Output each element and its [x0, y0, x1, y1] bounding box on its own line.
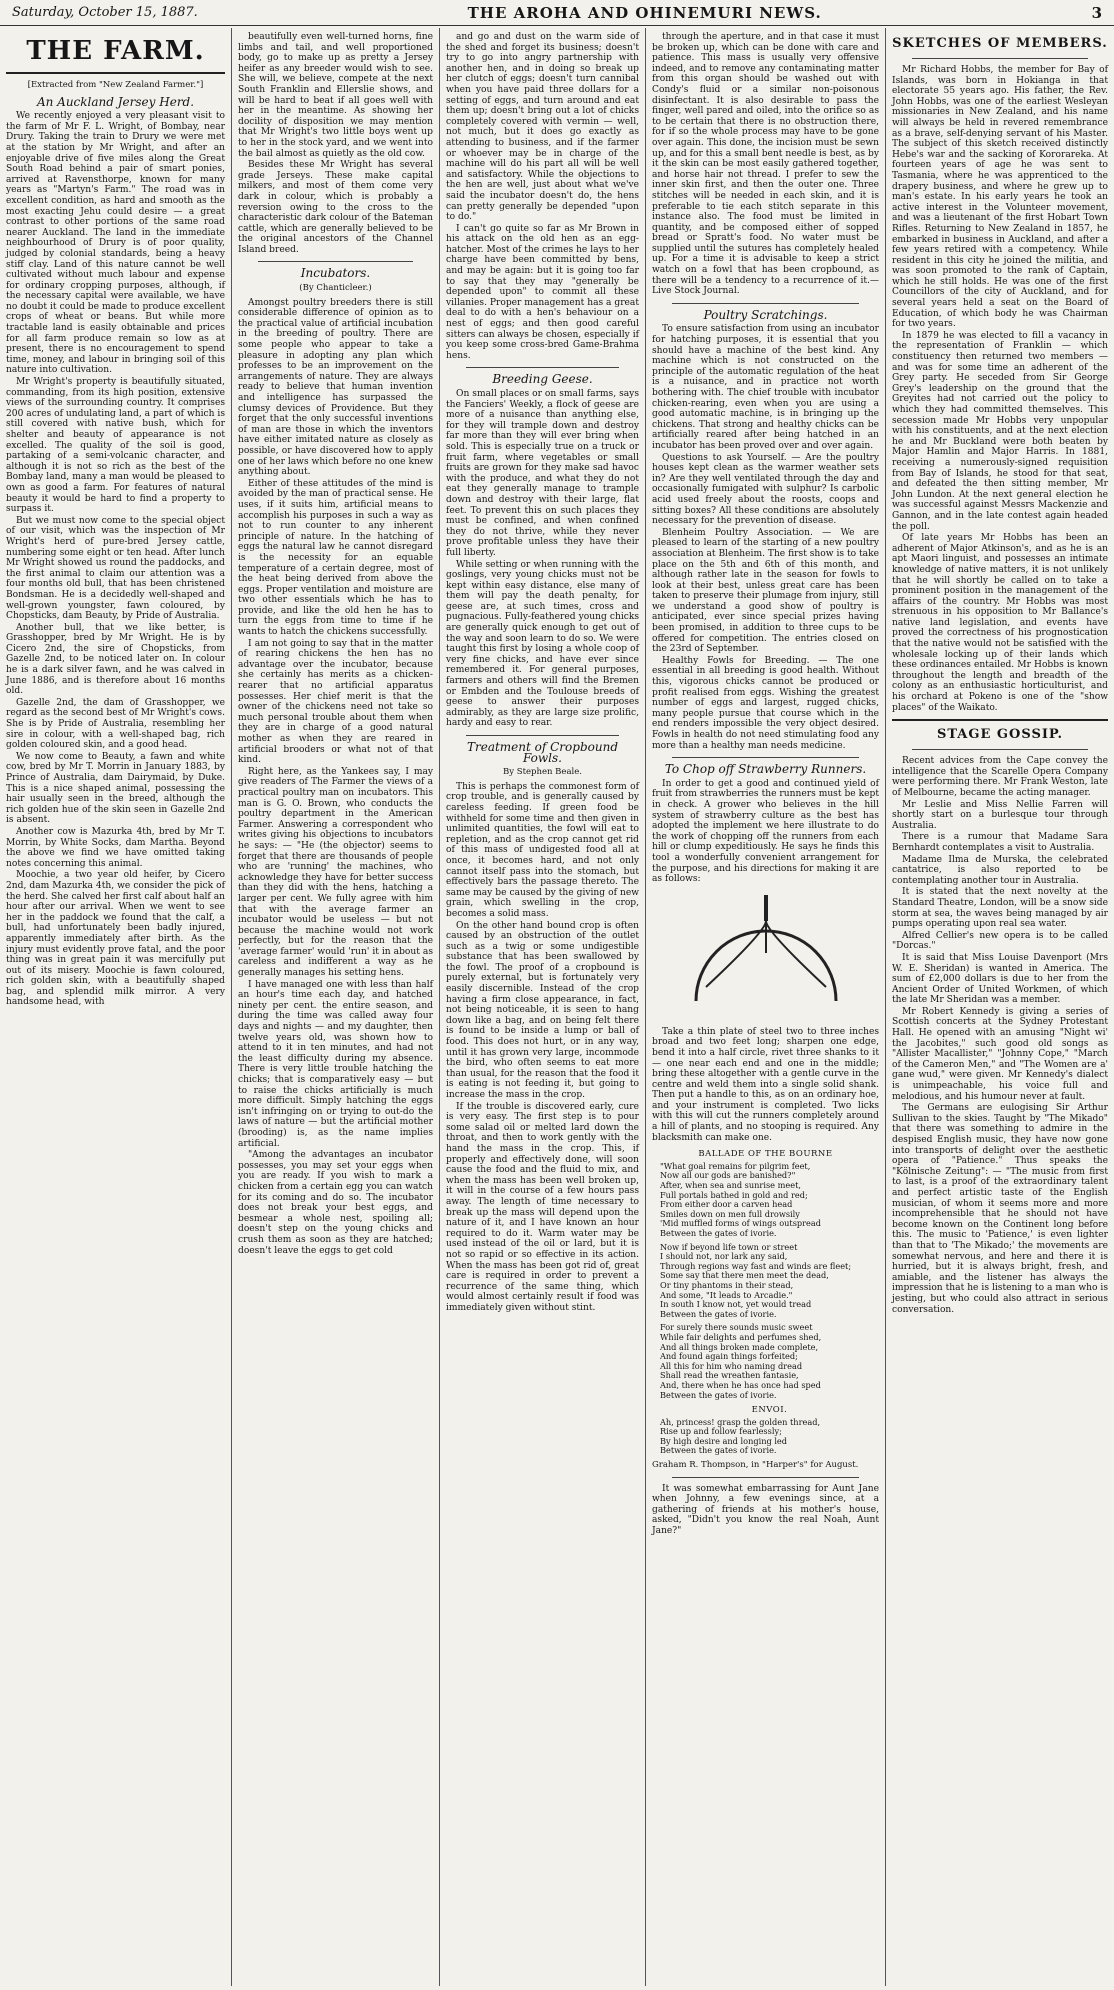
poem-line: Shall read the wreathen fantasie, — [660, 1370, 799, 1381]
paragraph: Besides these Mr Wright has several grade Jerseys. These make capital milkers, and most of them come very dark in colour, which is probably a reversion owing to the cross to the characteristic dark colour of the Bateman cattle, which are generally believed to be the original ancestors of the Channel Island breed. — [238, 160, 433, 255]
column-5 — [886, 28, 1114, 1986]
column-3 — [440, 28, 646, 1986]
paragraph: This is perhaps the commonest form of crop trouble, and is generally caused by careless feeding. If green food be withheld for some time and then given in unlimited quantities, the fowl will eat to repletion, and as the crop cannot get rid of this mass of undigested food all at once, it becomes hard, and not only cannot itself pass into the stomach, but effectively bars the passage thereto. The same may be caused by the giving of new grain, which swelling in the crop, becomes a solid mass. — [446, 781, 639, 919]
poem-line: All this for him who naming dread — [660, 1360, 803, 1371]
article-title: Breeding Geese. — [492, 372, 593, 387]
article-body — [6, 111, 225, 1008]
poem-line: And, there when he has once had sped — [660, 1379, 821, 1390]
paragraph: Recent advices from the Cape convey the intelligence that the Scarelle Opera Company were performing there. Mr Frank Weston, late of Melbourne, became the acting manager. — [892, 756, 1108, 798]
paragraph: The Germans are eulogising Sir Arthur Sullivan to the skies. Taught by "The Mikado" that there was something to admire in the despised English music, they have now gone into transports of delight over the aesthetic opera of "Patience." Thus speaks the "Kölnische Zeitung": — "The music from first to last, is a proof of the extraordinary talent and perfect artistic taste of the English musician, of whom it seems more and more incomprehensible that he should not have become known on the Continent long before this. The music to 'Patience,' is even lighter than that to 'The Mikado;' the movements are somewhat nervous, and here and there it is hurried, but it is always bright, fresh, and amiable, and the listener has always the impression that he is listening to a man who is jesting, but who could also attract in serious conversation. — [892, 1103, 1108, 1315]
paragraph: Moochie, a two year old heifer, by Cicero 2nd, dam Mazurka 4th, we consider the pick of the herd. She calved her first calf about half an hour after our arrival. When we went to see her in the paddock we found that the calf, a bull, had unfortunately been badly injured, apparently immediately after birth. As the injury must evidently prove fatal, and the poor thing was in great pain it was mercifully put out of its misery. Moochie is fawn coloured, rich golden skin, with a beautifully shaped bag, and splendid milk mirror. A very handsome head, with — [6, 870, 225, 1008]
runner-cutter-illustration — [652, 891, 879, 1021]
article-title: To Chop off Strawberry Runners. — [664, 762, 867, 777]
paragraph: Madame Ilma de Murska, the celebrated cantatrice, is also reported to be contemplating another tour in Australia. — [892, 854, 1108, 886]
paragraph: through the aperture, and in that case it must be broken up, which can be done with care and patience. This mass is usually very offensive indeed, and to remove any contaminating matter from this organ should be washed out with Condy's fluid or a similar non-poisonous disinfectant. It is also desirable to pass the finger, well pared and oiled, into the orifice so as to be certain that there is no obstruction there, for if so the whole process may have to be gone over again. This done, the incision must be sewn up, and for this a small bent needle is best, as by it the skin can be most easily gathered together, and horse hair not thread. I prefer to sew the inner skin first, and then the outer one. Three stitches will be needed in each skin, and it is preferable to tie each stitch separate in this instance also. The food must be limited in quantity, and be composed either of sopped bread or Spratt's food. No water must be supplied until the sutures has completely healed up. For a time it is advisable to keep a strict watch on a fowl that has been cropbound, as there will be a tendency to a recurrence of it.— Live Stock Journal. — [652, 32, 879, 297]
paragraph: On small places or on small farms, says the Fanciers' Weekly, a flock of geese are more of a nuisance than anything else, for they will trample down and destroy far more than they will ever bring when sold. This is especially true on a truck or fruit farm, where vegetables or small fruits are grown for they make sad havoc with the produce, and what they do not eat they generally manage to trample down and destroy with their large, flat feet. To prevent this on such places they must be confined, and when confined they do not thrive, while they never prove profitable unless they have their full liberty. — [446, 389, 639, 558]
poem-line: Ah, princess! grasp the golden thread, — [660, 1416, 821, 1427]
poem-line: Smiles down on men full drowsily — [660, 1208, 800, 1219]
paragraph: Take a thin plate of steel two to three inches broad and two feet long; sharpen one edge, bend it into a half circle, rivet three shanks to it — one near each end and one in the middle; bring these altogether with a gentle curve in the centre and weld them into a single solid shank. Then put a handle to this, as on an ordinary hoe, and your instrument is completed. Two licks with this will cut the runners completely around a hill of plants, and no stooping is required. Any blacksmith can make one. — [652, 1026, 879, 1143]
paragraph: We recently enjoyed a very pleasant visit to the farm of Mr F. L. Wright, of Bombay, near Drury. Taking the train to Drury we were met at the station by Mr Wright, and after an enjoyable drive of five miles along the Great South Road behind a pair of smart ponies, arrived at Ravensthorpe, known for many years as "Martyn's Farm." The road was in excellent condition, as hard and smooth as the most exacting Jehu could desire — a great contrast to other portions of the same road nearer Auckland. The land in the immediate neighbourhood of Drury is of poor quality, judged by colonial standards, being a heavy stiff clay. Land of this nature cannot be well cultivated without much labour and expense for ordinary cropping purposes, although, if the necessary capital were available, we have no doubt it could be made to produce excellent crops of wheat or beans. But while more tractable land is easily obtainable and prices for all farm produce remain so low as at present, there is no encouragement to spend time, money, and labour in bringing soil of this nature into cultivation. — [6, 111, 225, 376]
byline: By Stephen Beale. — [503, 767, 582, 778]
article-title: Poultry Scratchings. — [703, 307, 828, 322]
paragraph: On the other hand bound crop is often caused by an obstruction of the outlet such as a twig or some undigestible substance that has been swallowed by the fowl. The proof of a cropbound is purely external, but is fortunately very easily discernible. Instead of the crop having a firm close appearance, in fact, not being noticeable, it is seen to hang down like a bag, and on being felt there is found to be inside a lump or ball of food. This does not hurt, or in any way, until it has grown very large, incommode the bird, who often seems to eat more than usual, for the reason that the food it is eating is not feeding it, but going to increase the mass in the crop. — [446, 920, 639, 1100]
poem-title: BALLADE OF THE BOURNE — [698, 1149, 833, 1160]
poem-line: While fair delights and perfumes shed, — [660, 1331, 822, 1342]
paragraph: Of late years Mr Hobbs has been an adherent of Major Atkinson's, and as he is an apt Maori linguist, and possesses an intimate knowledge of native matters, it is not unlikely that he will shortly be called on to take a prominent position in the management of the affairs of the country. Mr Hobbs was most strenuous in his opposition to Mr Ballance's native land legislation, and events have proved the correctness of his prognostication that the native would not be satisfied with the wholesale locking up of their lands which these ordinances entailed. Mr Hobbs is known throughout the length and breadth of the colony as an enthusiastic horticulturist, and his orchard at Pokeno is one of the "show places" of the Waikato. — [892, 533, 1108, 713]
paragraph: Healthy Fowls for Breeding. — The one essential in all breeding is good health. Without this, vigorous chicks cannot be produced or profit realised from eggs. Wishing the greatest number of eggs and largest, rugged chicks, many people pursue that course which in the end renders impossible the very object desired. Fowls in health do not need stimulating food any more than a healthy man needs medicine. — [652, 655, 879, 751]
poem-line: Between the gates of ivorie. — [660, 1308, 777, 1319]
poem-line: And found again things forfeited; — [660, 1351, 798, 1362]
column-1 — [0, 28, 232, 1986]
poem-line: In south I know not, yet would tread — [660, 1299, 812, 1310]
poem-envoi — [660, 1418, 879, 1456]
paragraph: beautifully even well-turned horns, fine limbs and tail, and well proportioned body, go to make up as pretty a Jersey heifer as any breeder would wish to see. She will, we believe, compete at the next South Franklin and Ellerslie shows, and will be hard to beat if all goes well with her in the meantime. As showing her docility of disposition we may mention that Mr Wright's two little boys went up to her in the stock yard, and we went into the bail almost as quietly as the old cow. — [238, 32, 433, 159]
article-title: SKETCHES OF MEMBERS. — [892, 36, 1108, 51]
byline: (By Chanticleer.) — [299, 283, 372, 294]
paragraph: If the trouble is discovered early, cure is very easy. The first step is to pour some salad oil or melted lard down the throat, and then to work gently with the hand the mass in the crop. This, if properly and effectively done, will soon cause the food and the fluid to mix, and when the mass has been well broken up, it will in the course of a few hours pass away. The length of time necessary to break up the mass will depend upon the nature of it, and I have known an hour required to do it. Warm water may be used instead of the oil or lard, but it is not so rapid or so effective in its action. When the mass has been got rid of, great care is required in order to prevent a recurrence of the same thing, which would almost certainly result if food was immediately given without stint. — [446, 1101, 639, 1313]
hoe-tool-icon — [666, 891, 866, 1021]
divider — [912, 749, 1088, 750]
divider — [672, 757, 859, 758]
paragraph: Mr Robert Kennedy is giving a series of Scottish concerts at the Sydney Protestant Hall. He opened with an amusing "Night wi' the Jacobites," such good old songs as "Allister Macallister," "Johnny Cope," "March of the Cameron Men," and "The Women are a' gane wud," were given. Mr Kennedy's dialect is unimpeachable, his voice full and melodious, and his humour never at fault. — [892, 1006, 1108, 1102]
paragraph: But we must now come to the special object of our visit, which was the inspection of Mr Wright's herd of pure-bred Jersey cattle, numbering some eight or ten head. After lunch Mr Wright showed us round the paddocks, and the first animal to claim our attention was a four months old bull, that has been christened Bondsman. He is a decidedly well-shaped and well-grown youngster, fawn coloured, by Chopsticks, dam Beauty, by Pride of Australia. — [6, 515, 225, 622]
paragraph: It is said that Miss Louise Davenport (Mrs W. E. Sheridan) is wanted in America. The sum of £2,000 dollars is due to her from the Ancient Order of United Workmen, of which the late Mr Sheridan was a member. — [892, 952, 1108, 1006]
paragraph: Mr Leslie and Miss Nellie Farren will shortly start on a burlesque tour through Australia. — [892, 799, 1108, 831]
column-2 — [232, 28, 440, 1986]
paragraph: While setting or when running with the goslings, very young chicks must not be kept within easy distance, else many of them will pay the death penalty, for geese are, at such times, cross and pugnacious. Fully-feathered young chicks are generally quick enough to get out of the way and soon learn to do so. We were taught this first by losing a whole coop of very fine chicks, and have ever since remembered it. For general purposes, farmers and others will find the Bremen or Embden and the Toulouse breeds of geese to answer their purposes admirably, as they are large size prolific, hardy and easy to rear. — [446, 559, 639, 729]
paragraph: I am not going to say that in the matter of rearing chickens the hen has no advantage over the incubator, because she certainly has merits as a chicken-rearer that no artificial apparatus possesses. Her chief merit is that the owner of the chickens need not take so much personal trouble about them when they are in charge of a good natural mother as when they are reared in artificial brooders or what not of that kind. — [238, 638, 433, 766]
paragraph: Amongst poultry breeders there is still considerable difference of opinion as to the practical value of artificial incubation in the breeding of poultry. There are some people who appear to take a pleasure in adopting any plan which professes to be an improvement on the arrangements of nature. They are always ready to believe that human invention and intelligence has surpassed the clumsy devices of Providence. But they forget that the only successful inventions of man are those in which the inventors have either imitated nature as closely as possible, or have discovered how to apply one of her laws which before no one knew anything about. — [238, 297, 433, 478]
article-title: Incubators. — [300, 266, 371, 281]
poem-line: And some, "It leads to Arcadie." — [660, 1289, 793, 1300]
paragraph: There is a rumour that Madame Sara Bernhardt contemplates a visit to Australia. — [892, 832, 1108, 853]
poem-line: By high desire and longing led — [660, 1435, 788, 1446]
poem-stanza — [660, 1243, 879, 1320]
poem — [652, 1162, 879, 1456]
poem-line: Now if beyond life town or street — [660, 1241, 798, 1252]
article-title: An Auckland Jersey Herd. — [36, 94, 195, 109]
paragraph: and go and dust on the warm side of the shed and forget its business; doesn't try to go into angry partnership with another hen, and in doing so break up her clutch of eggs; doesn't turn cannibal when you have paid three dollars for a setting of eggs, and turn around and eat them up; doesn't bring out a lot of chicks completely covered with vermin — well, not much, but it does go exactly as attending to business, and if the farmer or whoever may be in charge of the machine will do his part all will be well and satisfactory. While the objections to the hen are well, just about what we've said the incubator doesn't do, the hens can pretty generally be depended "upon to do." — [446, 32, 639, 223]
paragraph: Alfred Cellier's new opera is to be called "Dorcas." — [892, 930, 1108, 952]
columns — [0, 28, 1114, 1986]
paragraph: We now come to Beauty, a fawn and white cow, bred by Mr T. Morrin in January 1883, by Prince of Australia, dam Dairymaid, by Duke. This is a nice shaped animal, possessing the hair usually seen in the breed, although the rich golden hue of the skin seen in Gazelle 2nd is absent. — [6, 751, 225, 826]
poem-stanza — [660, 1323, 879, 1400]
poem-stanza — [660, 1162, 879, 1239]
divider — [912, 58, 1088, 59]
paragraph: To ensure satisfaction from using an incubator for hatching purposes, it is essential that you should have a machine of the best kind. Any machine which is not constructed on the principle of the automatic regulation of the heat is a nuisance, and in practice not worth bothering with. The chief trouble with incubator chicken-rearing, even when you are using a good automatic machine, is in bringing up the chickens. That strong and healthy chicks can be artificially reared after being hatched in an incubator has been proved over and over again. — [652, 324, 879, 451]
paragraph: Mr Richard Hobbs, the member for Bay of Islands, was born in Hokianga in that electorate 55 years ago. His father, the Rev. John Hobbs, was one of the earliest Wesleyan missionaries in New Zealand, and his name will always be held in revered remembrance as a brave, self-denying servant of his Master. The subject of this sketch received distinctly Hebe's war and the sacking of Kororareka. At fourteen years of age he was sent to Tasmania, where he was apprenticed to the drapery business, and where he grew up to man's estate. In his early years he took an active interest in the Volunteer movement, and was a lieutenant of the first Hobart Town Rifles. Returning to New Zealand in 1857, he embarked in business in Auckland, and after a few years retired with a competency. While resident in this city he joined the militia, and was soon promoted to the rank of Captain, which he still holds. He was one of the first Councillors of the city of Auckland, and for several years held a seat on the Board of Education, of which body he was Chairman for two years. — [892, 65, 1108, 330]
column-4 — [646, 28, 886, 1986]
article-title: Treatment of Cropbound Fowls. — [466, 740, 618, 765]
divider — [6, 72, 225, 74]
divider — [892, 719, 1108, 721]
masthead-title: THE AROHA AND OHINEMURI NEWS. — [467, 3, 822, 22]
poem-line: Some say that there men meet the dead, — [660, 1270, 829, 1281]
poem-line: Between the gates of ivorie. — [660, 1445, 777, 1456]
divider — [672, 303, 859, 304]
poem-line: Between the gates of ivorie. — [660, 1389, 777, 1400]
paragraph: It is stated that the next novelty at the Standard Theatre, London, will be a snow side storm at sea, the waves being managed by air pumps operating upon real sea water. — [892, 887, 1108, 930]
poem-line: And all things broken made complete, — [660, 1341, 819, 1352]
paragraph: Either of these attitudes of the mind is avoided by the man of practical sense. He uses, if it suits him, artificial means to accomplish his purposes in such a way as not to run counter to any inherent principle of nature. In the hatching of eggs the natural law he cannot disregard is the necessity for an equable temperature of a certain degree, most of the heat being derived from above the eggs. Proper ventilation and moisture are two other essentials which he has to provide, and like the old hen he has to turn the eggs from time to time if he wants to hatch the chickens successfully. — [238, 478, 433, 638]
paragraph: Another cow is Mazurka 4th, bred by Mr T. Morrin, by White Socks, dam Martha. Beyond the above we find we have omitted taking notes concerning this animal. — [6, 826, 225, 869]
paragraph: Mr Wright's property is beautifully situated, commanding, from its high position, extensive views of the surrounding country. It comprises 200 acres of undulating land, a part of which is still covered with native bush, which for shelter and beauty of appearance is not excelled. The quality of the soil is good, partaking of a semi-volcanic character, and although it is not so rich as the best of the Bombay land, many a man would be pleased to own as good a farm. For features of natural beauty it would be hard to find a property to surpass it. — [6, 377, 225, 515]
poem-line: For surely there sounds music sweet — [660, 1322, 813, 1333]
paragraph: In order to get a good and continued yield of fruit from strawberries the runners must be kept in check. A grower who believes in the hill system of strawberry culture as the best has adopted the implement we here illustrate to do the work of chopping off the runners from each hill or clump expeditiously. He says he finds this tool a wonderfully convenient arrangement for the purpose, and his directions for making it are as follows: — [652, 778, 879, 885]
poem-line: Rise up and follow fearlessly; — [660, 1426, 782, 1437]
poem-line: I should not, nor lark any said, — [660, 1251, 788, 1262]
section-title-the-farm: THE FARM. — [26, 36, 205, 66]
page-header — [0, 0, 1114, 26]
divider — [258, 261, 413, 262]
paragraph: Another bull, that we like better, is Grasshopper, bred by Mr Wright. He is by Cicero 2nd, the sire of Chopsticks, from Gazelle 2nd, to be noticed later on. In colour he is a dark silver fawn, and he was calved in June 1886, and is therefore about 16 months old. — [6, 622, 225, 697]
poem-line: After, when sea and sunrise meet, — [660, 1180, 801, 1191]
paragraph: "Among the advantages an incubator possesses, you may set your eggs when you are ready. If you wish to mark a chicken from a certain egg you can watch for its coming and do so. The incubator does not break your best eggs, and besmear a whole nest, spoiling all; doesn't step on the young chicks and crush them as soon as they are hatched; doesn't leave the eggs to get cold — [238, 1150, 433, 1256]
poem-line: Through regions way fast and winds are fleet; — [660, 1260, 852, 1271]
paragraph: In 1879 he was elected to fill a vacancy in the representation of Franklin — which constituency then returned two members — and was for some time an adherent of the Grey party. He seceded from Sir George Grey's leadership on the ground that the Greyites had not carried out the policy to which they had committed themselves. This secession made Mr Hobbs very unpopular with his constituents, and at the next election he and Mr Buckland were both beaten by Major Hamlin and Major Harris. In 1881, receiving a numerously-signed requisition from Bay of Islands, he stood for that seat, and defeated the then sitting member, Mr John Lundon. At the next general election he was successful against Messrs Mackenzie and Gannon, and in the late contest again headed the poll. — [892, 330, 1108, 532]
extract-note: [Extracted from "New Zealand Farmer."] — [27, 80, 204, 90]
article-title: STAGE GOSSIP. — [936, 727, 1064, 743]
paragraph: I can't go quite so far as Mr Brown in his attack on the old hen as an egg-hatcher. Most of the crimes he lays to her charge have been committed by bens, and may be again: but it is going too far to say that they may "generally be depended upon" to commit all these villanies. Proper management has a great deal to do with a hen's behaviour on a nest of eggs; and then good careful sitters can always be chosen, especially if you keep some cross-bred Game-Brahma hens. — [446, 223, 639, 361]
poem-line: 'Mid muffled forms of wings outspread — [660, 1218, 822, 1229]
paragraph: I have managed one with less than half an hour's time each day, and hatched ninety per cent. the entire season, and during the time was called away four days and nights — and my daughter, then twelve years old, was shown how to attend to it in ten minutes, and had not the least difficulty during my absence. There is very little trouble hatching the chicks; that is comparatively easy — but to raise the chicks artificially is much more difficult. Simply hatching the eggs isn't infringing on or trying to out-do the laws of nature — but the artificial mother (brooding) is, as the name implies artificial. — [238, 979, 433, 1149]
poem-line: Full portals bathed in gold and red; — [660, 1189, 808, 1200]
paragraph: Gazelle 2nd, the dam of Grasshopper, we regard as the second best of Mr Wright's cows. She is by Pride of Australia, resembling her sire in colour, with a well-shaped bag, rich golden coloured skin, and a good head. — [6, 697, 225, 751]
divider — [672, 1477, 859, 1478]
poem-line: From either door a carven head — [660, 1199, 793, 1210]
divider — [466, 367, 619, 368]
poem-signature: Graham R. Thompson, in "Harper's" for August. — [652, 1460, 859, 1471]
paragraph: Right here, as the Yankees say, I may give readers of The Farmer the views of a practical poultry man on incubators. This man is G. O. Brown, who conducts the poultry department in the American Farmer. Answering a correspondent who writes giving his objections to incubators he says: — "He (the objector) seems to forget that there are thousands of people who are 'running' the machines, who acknowledge they have for better success than they did with the hens, hatching a larger per cent. We fully agree with him that with the average farmer an incubator would be useless — but not because the machine would not work perfectly, but for the reason that the 'average farmer' would 'run' it in about as careless and indifferent a way as he generally manages his setting hens. — [238, 766, 433, 979]
poem-line: "What goal remains for pilgrim feet, — [660, 1160, 811, 1171]
poem-line: Between the gates of ivorie. — [660, 1228, 777, 1238]
paragraph: Blenheim Poultry Association. — We are pleased to learn of the starting of a new poultry association at Blenheim. The first show is to take place on the 5th and 6th of this month, and although rather late in the season for fowls to look at their best, unless great care has been taken to preserve their plumage from injury, still we understand a good show of poultry is anticipated, ever since special prizes having been promised, in addition to three cups to be offered for competition. The entries closed on the 23rd of September. — [652, 527, 879, 655]
issue-date: Saturday, October 15, 1887. — [12, 5, 198, 20]
poem-line: Now all our gods are banished?" — [660, 1170, 796, 1181]
paragraph: It was somewhat embarrassing for Aunt Jane when Johnny, a few evenings since, at a gathering of friends at his mother's house, asked, "Didn't you know the real Noah, Aunt Jane?" — [652, 1483, 879, 1537]
page-number: 3 — [1091, 3, 1102, 22]
poem-envoi-title: ENVOI. — [751, 1405, 788, 1416]
paragraph: Questions to ask Yourself. — Are the poultry houses kept clean as the warmer weather sets in? Are they well ventilated through the day and occasionally fumigated with sulphur? Is carbolic acid used freely about the roosts, coops and sitting boxes? All these conditions are absolutely necessary for the prevention of disease. — [652, 452, 879, 527]
divider — [466, 735, 619, 736]
poem-line: Or tiny phantoms in their stead, — [660, 1279, 794, 1290]
